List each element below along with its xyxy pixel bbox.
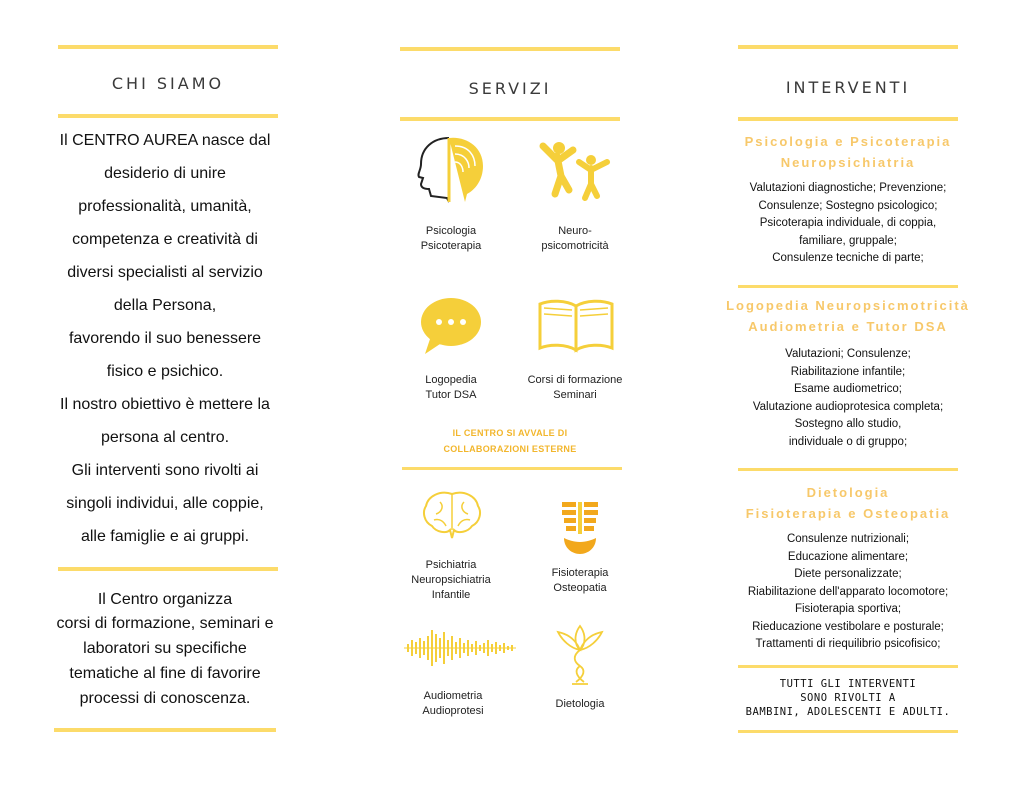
- section-title: INTERVENTI: [785, 78, 911, 97]
- divider: [738, 285, 958, 288]
- divider: [58, 45, 278, 49]
- service-label: Logopedia Tutor DSA: [425, 374, 477, 401]
- divider: [738, 45, 958, 49]
- courses-line: corsi di formazione, seminari e: [56, 615, 274, 632]
- intro-line: favorendo il suo benessere: [68, 330, 262, 347]
- intro-line: professionalità, umanità,: [78, 198, 252, 215]
- service-label: Psichiatria Neuropsichiatria Infantile: [411, 559, 491, 601]
- intro-line: diversi specialisti al servizio: [67, 264, 263, 281]
- section-heading: Psicologia e Psicoterapia Neuropsichiatria: [744, 134, 952, 170]
- spine-icon: [558, 500, 602, 556]
- intro-line: desiderio di unire: [104, 165, 226, 182]
- divider: [400, 47, 620, 51]
- intro-line: alle famiglie e ai gruppi.: [80, 528, 250, 545]
- intro-line: Il CENTRO AUREA nasce dal: [59, 132, 271, 149]
- section-heading: Dietologia Fisioterapia e Osteopatia: [745, 485, 951, 521]
- intro-line: Gli interventi sono rivolti ai: [71, 462, 259, 479]
- section-body: Valutazioni diagnostiche; Prevenzione; Consulenze; Sostegno psicologico; Psicoterapia individuale, di coppia, familiare, gruppale; Consulenze tecniche di parte;: [749, 182, 947, 264]
- divider: [738, 665, 958, 668]
- section-heading: Logopedia Neuropsicmotricità Audiometria e Tutor DSA: [726, 298, 970, 334]
- service-label: Corsi di formazione Seminari: [527, 374, 623, 401]
- intro-line: competenza e creatività di: [72, 231, 258, 248]
- intro-line: della Persona,: [113, 297, 217, 314]
- section-title: CHI SIAMO: [111, 74, 225, 93]
- intro-line: singoli individui, alle coppie,: [66, 495, 264, 512]
- divider: [58, 114, 278, 118]
- courses-line: Il Centro organizza: [97, 591, 233, 608]
- intro-line: fisico e psichico.: [106, 363, 224, 380]
- courses-line: tematiche al fine di favorire: [69, 665, 261, 682]
- head-profile-icon: [413, 132, 491, 204]
- sound-wave-icon: [404, 628, 516, 668]
- service-label: Dietologia: [555, 698, 605, 710]
- service-label: Fisioterapia Osteopatia: [551, 567, 609, 594]
- divider: [58, 567, 278, 571]
- divider: [54, 728, 276, 732]
- divider: [402, 467, 622, 470]
- section-body: Valutazioni; Consulenze; Riabilitazione infantile; Esame audiometrico; Valutazione audioprotesica completa; Sostegno allo studio, individuale o di gruppo;: [752, 348, 944, 448]
- service-label: Neuro- psicomotricità: [541, 225, 609, 252]
- courses-line: processi di conoscenza.: [79, 690, 251, 707]
- brain-icon: [420, 488, 484, 540]
- intro-line: persona al centro.: [100, 429, 230, 446]
- external-collaborations-note: IL CENTRO SI AVVALE DI COLLABORAZIONI ESTERNE: [443, 428, 577, 454]
- intro-line: Il nostro obiettivo è mettere la: [60, 396, 270, 413]
- divider: [738, 117, 958, 121]
- service-label: Audiometria Audioprotesi: [422, 690, 484, 717]
- speech-bubble-icon: [419, 296, 483, 356]
- divider: [738, 730, 958, 733]
- jumping-children-icon: [535, 138, 615, 206]
- divider: [738, 468, 958, 471]
- lotus-tree-icon: [554, 622, 606, 688]
- closing-note: TUTTI GLI INTERVENTI SONO RIVOLTI A BAMBINI, ADOLESCENTI E ADULTI.: [745, 678, 951, 718]
- section-body: Consulenze nutrizionali; Educazione alimentare; Diete personalizzate; Riabilitazione dell'apparato locomotore; Fisioterapia sportiva; Rieducazione vestibolare e posturale; Trattamenti di riequilibrio psicofisico;: [747, 533, 949, 650]
- open-book-icon: [536, 296, 616, 356]
- service-label: Psicologia Psicoterapia: [420, 225, 482, 252]
- courses-line: laboratori su specifiche: [83, 640, 247, 657]
- divider: [400, 117, 620, 121]
- section-title: SERVIZI: [468, 79, 552, 98]
